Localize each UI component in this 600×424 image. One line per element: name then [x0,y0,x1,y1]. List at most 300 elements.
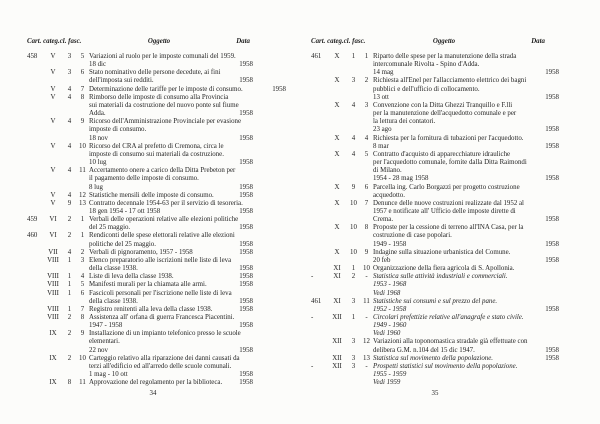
inventory-entry [27,94,253,118]
classe: 4 [67,191,72,199]
categoria: IX [49,354,57,362]
categoria: X [334,224,340,232]
inventory-entry [27,143,253,167]
categoria: X [334,150,340,158]
oggetto-line: 1 mag - 10 ott [89,371,128,379]
date-value: 1958 [239,273,253,281]
oggetto [89,94,259,118]
oggetto-line: 1952 - 1958 [373,305,407,313]
categoria: V [50,53,56,60]
date-value: 1958 [545,126,559,134]
header-data: Data [531,38,545,45]
categoria: XII [332,314,342,321]
fascicolo: 4 [80,273,85,281]
oggetto-line: Fascicoli personali per l'iscrizione nelle liste di leva [89,289,232,297]
classe: 4 [67,118,72,126]
inventory-entry [311,363,559,387]
inventory-entry [311,298,559,314]
cart-number: 461 [311,297,322,305]
oggetto-line: 18 gen 1954 - 17 ott 1958 [89,207,161,215]
oggetto-line: Variazioni al ruolo per le imposte comunali del 1959. [89,53,236,60]
date-value: 1958 [239,297,253,305]
oggetto [89,330,261,354]
oggetto [89,257,253,273]
classe: 3 [351,297,356,305]
oggetto-line: Riparto delle spese per la manutenzione della strada [373,53,517,60]
date-value: 1958 [239,207,253,215]
oggetto-line: Parcella ing. Carlo Borgazzi per progetto costruzione [373,183,520,191]
classe: 3 [351,354,356,362]
categoria: X [334,77,340,85]
classe: 1 [67,281,72,289]
inventory-entry [27,85,286,94]
oggetto [373,102,559,135]
classe: 1 [67,256,72,264]
classe: 3 [351,362,356,370]
classe: 4 [67,85,72,93]
date-value: 1958 [545,69,559,77]
fascicolo: 7 [80,305,85,313]
oggetto [89,53,256,69]
oggetto-line: 10 lug [89,159,107,167]
oggetto-line: Contratto decennale 1954-63 per il servizio di tesoreria. [89,199,243,207]
inventory-entry [27,290,253,306]
classe: 10 [350,199,357,207]
oggetto-line: la lettura dei contatori. [373,118,436,126]
oggetto-line: Prospetti statistici sul movimento della popolazione. [373,362,518,370]
oggetto-line: Adda. [89,110,106,118]
header-cart-categ-cl-fasc: Cart. categ.cl. fasc. [27,38,82,45]
categoria: VIII [47,273,59,281]
oggetto [89,355,260,379]
classe: 4 [67,93,72,101]
oggetto [373,338,559,354]
inventory-entry [27,257,253,273]
inventory-entry [311,102,559,135]
oggetto [373,249,559,265]
date-value: 1958 [545,240,559,248]
categoria: V [50,85,56,93]
oggetto [373,200,559,224]
classe: 4 [351,134,356,142]
oggetto-line: Statistica sul movimento della popolazione. [373,354,494,362]
fascicolo: 10 [79,354,86,362]
categoria: VIII [47,314,59,321]
fascicolo: 12 [363,338,370,346]
inventory-entry [27,379,253,387]
classe: 2 [67,354,72,362]
fascicolo: 4 [364,134,369,142]
oggetto-line: Assistenza all' orfana di guerra Francesca Piacentini. [89,314,235,321]
oggetto [373,184,559,200]
oggetto-line: Carteggio relativo alla riparazione dei danni causati da [89,354,240,362]
fascicolo: 7 [80,85,85,93]
categoria: XII [332,338,342,346]
fascicolo: 1 [80,232,85,240]
categoria: VI [49,216,57,224]
inventory-entry [27,216,253,232]
oggetto-line: 1949 - 1960 [373,322,407,330]
oggetto-line: delibera G.M. n.104 del 15 dic 1947. [373,346,475,354]
oggetto [89,216,258,232]
oggetto-line: politiche del 25 maggio. [89,240,156,248]
inventory-entry [311,355,559,363]
oggetto-line: Approvazione del regolamento per la biblioteca. [89,379,223,387]
classe: 9 [351,183,356,191]
classe: 1 [67,305,72,313]
date-value: 1958 [239,240,253,248]
oggetto-line: per l'acquedotto comunale, fornite dalla Ditta Raimondi [373,159,527,167]
oggetto-line: Elenco preparatorio alle iscrizioni nelle liste di leva [89,256,232,264]
classe: 8 [67,379,72,387]
header-data: Data [236,38,250,45]
header-oggetto: Oggetto [432,38,456,45]
oggetto-line: terzi all'edificio ed all'arredo delle scuole comunali. [89,362,232,370]
column-headers [27,38,253,46]
cart-number: - [311,314,314,321]
fascicolo: 6 [364,183,369,191]
oggetto [89,118,261,142]
categoria: XI [333,273,341,281]
fascicolo: 8 [364,224,369,232]
oggetto [89,314,254,330]
inventory-entry [27,281,253,289]
oggetto [89,249,253,257]
inventory-entry [311,265,559,273]
oggetto-line: Proposte per la cessione di terreno all'INA Casa, per la [373,224,524,232]
oggetto-line: intercomunale Rivolta - Spino d'Adda. [373,61,480,69]
oggetto [89,143,253,167]
oggetto-line: 14 mag [373,69,394,77]
inventory-entry [27,53,253,69]
categoria: VII [48,248,58,256]
oggetto [89,290,253,306]
oggetto-line: Indagine sulla situazione urbanistica del Comune. [373,248,511,256]
cart-number: 458 [27,53,38,60]
inventory-entry [311,53,559,77]
classe: 1 [67,273,72,281]
oggetto-line: Denunce delle nuove costruzioni realizzate dal 1952 al [373,199,524,207]
oggetto-line: Crema. [373,216,394,224]
categoria: XI [333,297,341,305]
date-value: 1958 [239,191,253,199]
fascicolo: 8 [80,93,85,101]
classe: 2 [67,314,72,321]
entries-list [311,53,559,387]
classe: 2 [67,216,72,224]
oggetto-line: 1957 e notificate all' Ufficio delle imposte dirette di [373,207,516,215]
fascicolo: 3 [80,256,85,264]
inventory-entry [27,273,253,281]
oggetto-line: 23 ago [373,126,392,134]
fascicolo: 5 [80,281,85,289]
inventory-entry [27,232,253,248]
categoria: V [50,199,56,207]
oggetto-line: della classe 1938. [89,265,138,273]
fascicolo: 6 [80,289,85,297]
date-value: 1958 [545,256,559,264]
oggetto [89,86,263,94]
inventory-entry [311,200,559,224]
date-value: 1958 [239,281,253,289]
inventory-entry [27,306,253,314]
categoria: VIII [47,281,59,289]
cart-number: 459 [27,216,38,224]
classe: 1 [67,289,72,297]
inventory-entry [311,184,559,200]
date-value: 1958 [239,224,253,232]
classe: 3 [67,53,72,60]
oggetto-line: Rimborso delle imposte di consumo alla Provincia [89,93,229,101]
fascicolo: 5 [364,150,369,158]
oggetto-line: Verbali delle operazioni relative alle elezioni politiche [89,216,239,224]
fascicolo: 2 [80,248,85,256]
fascicolo: 11 [363,297,370,305]
oggetto-line: 1949 - 1958 [373,240,407,248]
inventory-entry [27,249,253,257]
fascicolo: 9 [80,118,85,126]
oggetto [373,355,559,363]
oggetto-line: Statistica sulle attività industriali e commerciali. [373,273,508,281]
oggetto [373,273,559,297]
inventory-entry [311,314,559,338]
oggetto-line: 8 mar [373,142,389,150]
inventory-entry [27,200,253,216]
cart-number: 461 [311,53,322,60]
header-oggetto: Oggetto [147,38,171,45]
cart-number: - [311,362,314,370]
categoria: X [334,199,340,207]
date-value: 1958 [272,85,286,93]
classe: 4 [67,167,72,175]
inventory-entry [311,224,559,248]
date-value: 1958 [239,265,253,273]
oggetto-line: Determinazione delle tariffe per le imposte di consumo. [89,85,243,93]
oggetto-line: Rendiconti delle spese elettorali relative alle elezioni [89,232,235,240]
date-value: 1958 [239,371,253,379]
inventory-entry [27,69,253,85]
inventory-entry [311,151,559,184]
oggetto-line: Registro renitenti alla leva della classe 1938. [89,305,213,313]
classe: 4 [67,248,72,256]
oggetto-line: 1947 - 1958 [89,322,123,330]
date-value: 1958 [239,159,253,167]
oggetto-line: Vedi 1959 [373,379,401,387]
inventory-entry [27,314,253,330]
oggetto [373,77,559,101]
fascicolo: 11 [79,379,86,387]
oggetto-line: Installazione di un impianto telefonico presso le scuole [89,330,241,338]
oggetto [373,363,559,387]
fascicolo: 3 [364,101,369,109]
categoria: XI [333,265,341,273]
categoria: X [334,101,340,109]
date-value: 1958 [545,354,559,362]
classe: 2 [351,273,356,281]
inventory-entry [27,167,253,191]
fascicolo: 9 [80,330,85,338]
header-cart-categ-cl-fasc: Cart. categ.cl. fasc. [311,38,366,45]
fascicolo: 11 [79,167,86,175]
date-value: 1958 [239,77,253,85]
fascicolo: - [365,314,368,321]
oggetto-line: il pagamento delle imposte di consumo. [89,175,199,183]
oggetto [373,224,559,248]
date-value: 1958 [239,305,253,313]
oggetto-line: Richiesta per la fornitura di tubazioni per l'acquedotto. [373,134,524,142]
classe: 9 [67,199,72,207]
oggetto-line: 1953 - 1968 [373,281,407,289]
page-number: 35 [431,390,439,398]
date-value: 1958 [239,61,253,69]
oggetto-line: 22 nov [89,346,108,354]
fascicolo: 13 [79,199,86,207]
fascicolo: 13 [363,354,370,362]
fascicolo: 2 [364,77,369,85]
classe: 1 [351,265,356,273]
fascicolo: 7 [364,199,369,207]
oggetto-line: Convenzione con la Ditta Ghezzi Tranquillo e F.lli [373,101,513,109]
oggetto [373,314,559,338]
categoria: VI [49,232,57,240]
inventory-entry [311,135,559,151]
oggetto [89,192,253,200]
fascicolo: - [365,273,368,281]
classe: 3 [351,77,356,85]
oggetto [89,167,255,191]
categoria: V [50,167,56,175]
oggetto-line: Contratto d'acquisto di apparecchiature idrauliche [373,150,511,158]
oggetto-line: Ricorso dell'Amministrazione Provinciale per evasione [89,118,242,126]
date-value: 1958 [545,142,559,150]
classe: 4 [351,101,356,109]
oggetto [373,298,559,314]
categoria: X [334,53,340,60]
oggetto [373,53,559,77]
inventory-entry [27,330,253,354]
date-value: 1958 [545,175,559,183]
date-value: 1958 [239,379,253,387]
oggetto-line: di Milano. [373,167,402,175]
column-headers [311,38,559,46]
classe: 1 [351,53,356,60]
date-value: 1958 [239,248,253,256]
classe: 10 [350,224,357,232]
categoria: X [334,248,340,256]
classe: 4 [67,142,72,150]
oggetto-line: Richiesta all'Enel per l'allacciamento elettrico dei bagni [373,77,527,85]
categoria: V [50,191,56,199]
classe: 10 [350,248,357,256]
oggetto [89,273,253,281]
oggetto-line: per la manutenzione dell'acquedotto comunale e per [373,110,517,118]
fascicolo: 9 [364,248,369,256]
oggetto-line: Accertamento onere a carico della Ditta Prebeton per [89,167,236,175]
inventory-entry [27,192,253,200]
fascicolo: - [365,362,368,370]
oggetto [373,135,559,151]
oggetto-line: Variazioni alla toponomastica stradale già effettuate con [373,338,528,346]
fascicolo: 5 [80,53,85,60]
fascicolo: 12 [79,191,86,199]
oggetto-line: pubblici e dell'ufficio di collocamento. [373,85,480,93]
date-value: 1958 [545,346,559,354]
date-value: 1958 [545,216,559,224]
date-value: 1958 [239,183,253,191]
oggetto-line: costruzione di case popolari. [373,232,452,240]
oggetto-line: Verbali di pignoramento, 1957 - 1958 [89,248,193,256]
categoria: IX [49,379,57,387]
oggetto-line: Liste di leva della classe 1938. [89,273,174,281]
fascicolo: 10 [363,265,370,273]
oggetto [89,379,253,387]
oggetto-line: Vedi 1960 [373,330,401,338]
categoria: IX [49,330,57,338]
oggetto-line: 1955 - 1959 [373,371,407,379]
oggetto-line: Vedi 1968 [373,289,401,297]
classe: 1 [351,314,356,321]
oggetto-line: 18 nov [89,134,108,142]
oggetto-line: 18 dic [89,61,107,69]
date-value: 1958 [239,346,253,354]
oggetto [89,69,253,85]
oggetto-line: elementari. [89,338,120,346]
oggetto [89,232,255,248]
classe: 3 [67,69,72,77]
oggetto-line: Ricorso del CRA al prefetto di Cremona, circa le [89,142,224,150]
oggetto-line: acquedotto. [373,191,405,199]
date-value: 1958 [545,305,559,313]
categoria: XII [332,362,342,370]
oggetto-line: imposte di consumo sui materiali da costruzione. [89,150,224,158]
date-value: 1958 [545,93,559,101]
oggetto-line: dell'imposta sui redditi. [89,77,154,85]
oggetto-line: Statistiche mensili delle imposte di consumo. [89,191,214,199]
inventory-entry [27,355,253,379]
categoria: VIII [47,289,59,297]
date-value: 1958 [239,110,253,118]
categoria: VIII [47,256,59,264]
categoria: V [50,93,56,101]
fascicolo: 10 [79,142,86,150]
categoria: VIII [47,305,59,313]
inventory-entry [311,77,559,101]
oggetto-line: imposte di consumo. [89,126,147,134]
inventory-entry [311,249,559,265]
date-value: 1958 [239,322,253,330]
oggetto-line: Stato nominativo delle persone decedute, ai fini [89,69,221,77]
oggetto-line: sui materiali da costruzione del nuovo ponte sul fiume [89,101,239,109]
inventory-entry [311,338,559,354]
oggetto [373,151,559,184]
left-page [27,38,286,399]
oggetto [373,265,559,273]
categoria: V [50,142,56,150]
fascicolo: 6 [80,69,85,77]
oggetto [89,281,253,289]
entries-list [27,53,286,387]
oggetto-line: Manifesti murali per la chiamata alle armi. [89,281,207,289]
date-value: 1958 [239,134,253,142]
categoria: V [50,69,56,77]
categoria: XII [332,354,342,362]
inventory-entry [311,273,559,297]
oggetto [89,200,263,216]
oggetto-line: Organizzazione della fiera agricola di S. Apollonia. [373,265,515,273]
oggetto-line: 8 lug [89,183,103,191]
oggetto [89,306,253,314]
categoria: X [334,134,340,142]
